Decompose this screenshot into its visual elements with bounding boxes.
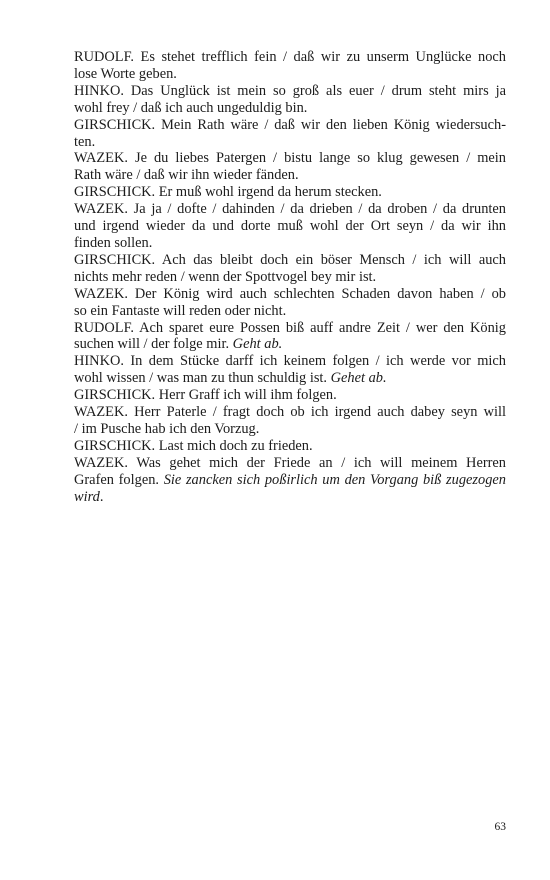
dialogue-text: GIRSCHICK. Last mich doch zu frieden. <box>74 437 313 454</box>
dialogue-text: GIRSCHICK. Herr Graff ich will ihm folgen. <box>74 387 337 404</box>
stage-direction: Geht ab. <box>232 336 283 353</box>
dialogue-text: WAZEK. Herr Paterle / fragt doch ob ich irgend auch dabey seyn will <box>74 404 506 421</box>
text-line <box>74 150 506 167</box>
dialogue-text: und irgend wieder da und dorte muß wohl der Ort seyn / da wir ihn <box>74 218 506 235</box>
speech <box>74 83 506 117</box>
text-line <box>74 184 506 201</box>
page-number: 63 <box>494 821 506 833</box>
text-line <box>74 353 506 370</box>
dialogue-text: . <box>99 488 104 505</box>
dialogue-text: finden sollen. <box>74 234 153 251</box>
speech <box>74 252 506 286</box>
text-line <box>74 235 506 252</box>
text-line <box>74 438 506 455</box>
text-line <box>74 252 506 269</box>
text-line <box>74 472 506 489</box>
text-line <box>74 286 506 303</box>
dialogue-text: GIRSCHICK. Er muß wohl irgend da herum stecken. <box>74 184 382 201</box>
text-line <box>74 117 506 134</box>
text-line <box>74 489 506 506</box>
text-line <box>74 218 506 235</box>
speech <box>74 320 506 354</box>
text-line <box>74 100 506 117</box>
dialogue-text: WAZEK. Je du liebes Patergen / bistu lange so klug gewesen / mein <box>74 150 506 167</box>
dialogue-text: ten. <box>74 133 96 150</box>
text-line <box>74 83 506 100</box>
stage-direction: Gehet ab. <box>330 370 387 387</box>
stage-direction: Sie zancken sich poßirlich um den Vorgang biß zugezogen <box>163 471 506 488</box>
text-line <box>74 404 506 421</box>
dialogue-text: wohl wissen / was man zu thun schuldig ist. <box>74 370 331 387</box>
text-line <box>74 269 506 286</box>
text-line <box>74 167 506 184</box>
dialogue-text: suchen will / der folge mir. <box>74 336 233 353</box>
text-line <box>74 303 506 320</box>
speech <box>74 49 506 83</box>
speech <box>74 404 506 438</box>
dialogue-text: Rath wäre / daß wir ihn wieder fänden. <box>74 167 299 184</box>
dialogue-text: wohl frey / daß ich auch ungeduldig bin. <box>74 99 308 116</box>
dialogue-text: HINKO. In dem Stücke darff ich keinem folgen / ich werde vor mich <box>74 353 506 370</box>
dialogue-text: WAZEK. Der König wird auch schlechten Schaden davon haben / ob <box>74 285 506 302</box>
dialogue-text: lose Worte geben. <box>74 65 177 82</box>
speech <box>74 150 506 184</box>
speech <box>74 438 506 455</box>
text-line <box>74 201 506 218</box>
dialogue-text: RUDOLF. Ach sparet eure Possen biß auff andre Zeit / wer den König <box>74 319 506 336</box>
stage-direction: wird <box>74 488 100 505</box>
dialogue-text: RUDOLF. Es stehet trefflich fein / daß wir zu unserm Unglücke noch <box>74 49 506 65</box>
dialogue-text: / im Pusche hab ich den Vorzug. <box>74 420 260 437</box>
speech <box>74 117 506 151</box>
dialogue-text: HINKO. Das Unglück ist mein so groß als euer / drum steht mirs ja <box>74 82 506 99</box>
text-line <box>74 421 506 438</box>
text-block <box>74 49 506 505</box>
dialogue-text: Grafen folgen. <box>74 471 164 488</box>
text-line <box>74 370 506 387</box>
text-line <box>74 320 506 337</box>
dialogue-text: nichts mehr reden / wenn der Spottvogel bey mir ist. <box>74 268 377 285</box>
text-line <box>74 49 506 66</box>
speech <box>74 201 506 252</box>
text-line <box>74 387 506 404</box>
text-line <box>74 336 506 353</box>
dialogue-text: GIRSCHICK. Mein Rath wäre / daß wir den lieben König wiedersuch- <box>74 116 506 133</box>
speech <box>74 455 506 506</box>
speech <box>74 387 506 404</box>
dialogue-text: GIRSCHICK. Ach das bleibt doch ein böser Mensch / ich will auch <box>74 251 506 268</box>
dialogue-text: WAZEK. Ja ja / dofte / dahinden / da drieben / da droben / da drunten <box>74 201 506 218</box>
dialogue-text: so ein Fantaste will reden oder nicht. <box>74 302 287 319</box>
speech <box>74 184 506 201</box>
text-line <box>74 66 506 83</box>
text-line <box>74 455 506 472</box>
text-line <box>74 134 506 151</box>
speech <box>74 286 506 320</box>
speech <box>74 353 506 387</box>
dialogue-text: WAZEK. Was gehet mich der Friede an / ich will meinem Herren <box>74 454 506 471</box>
